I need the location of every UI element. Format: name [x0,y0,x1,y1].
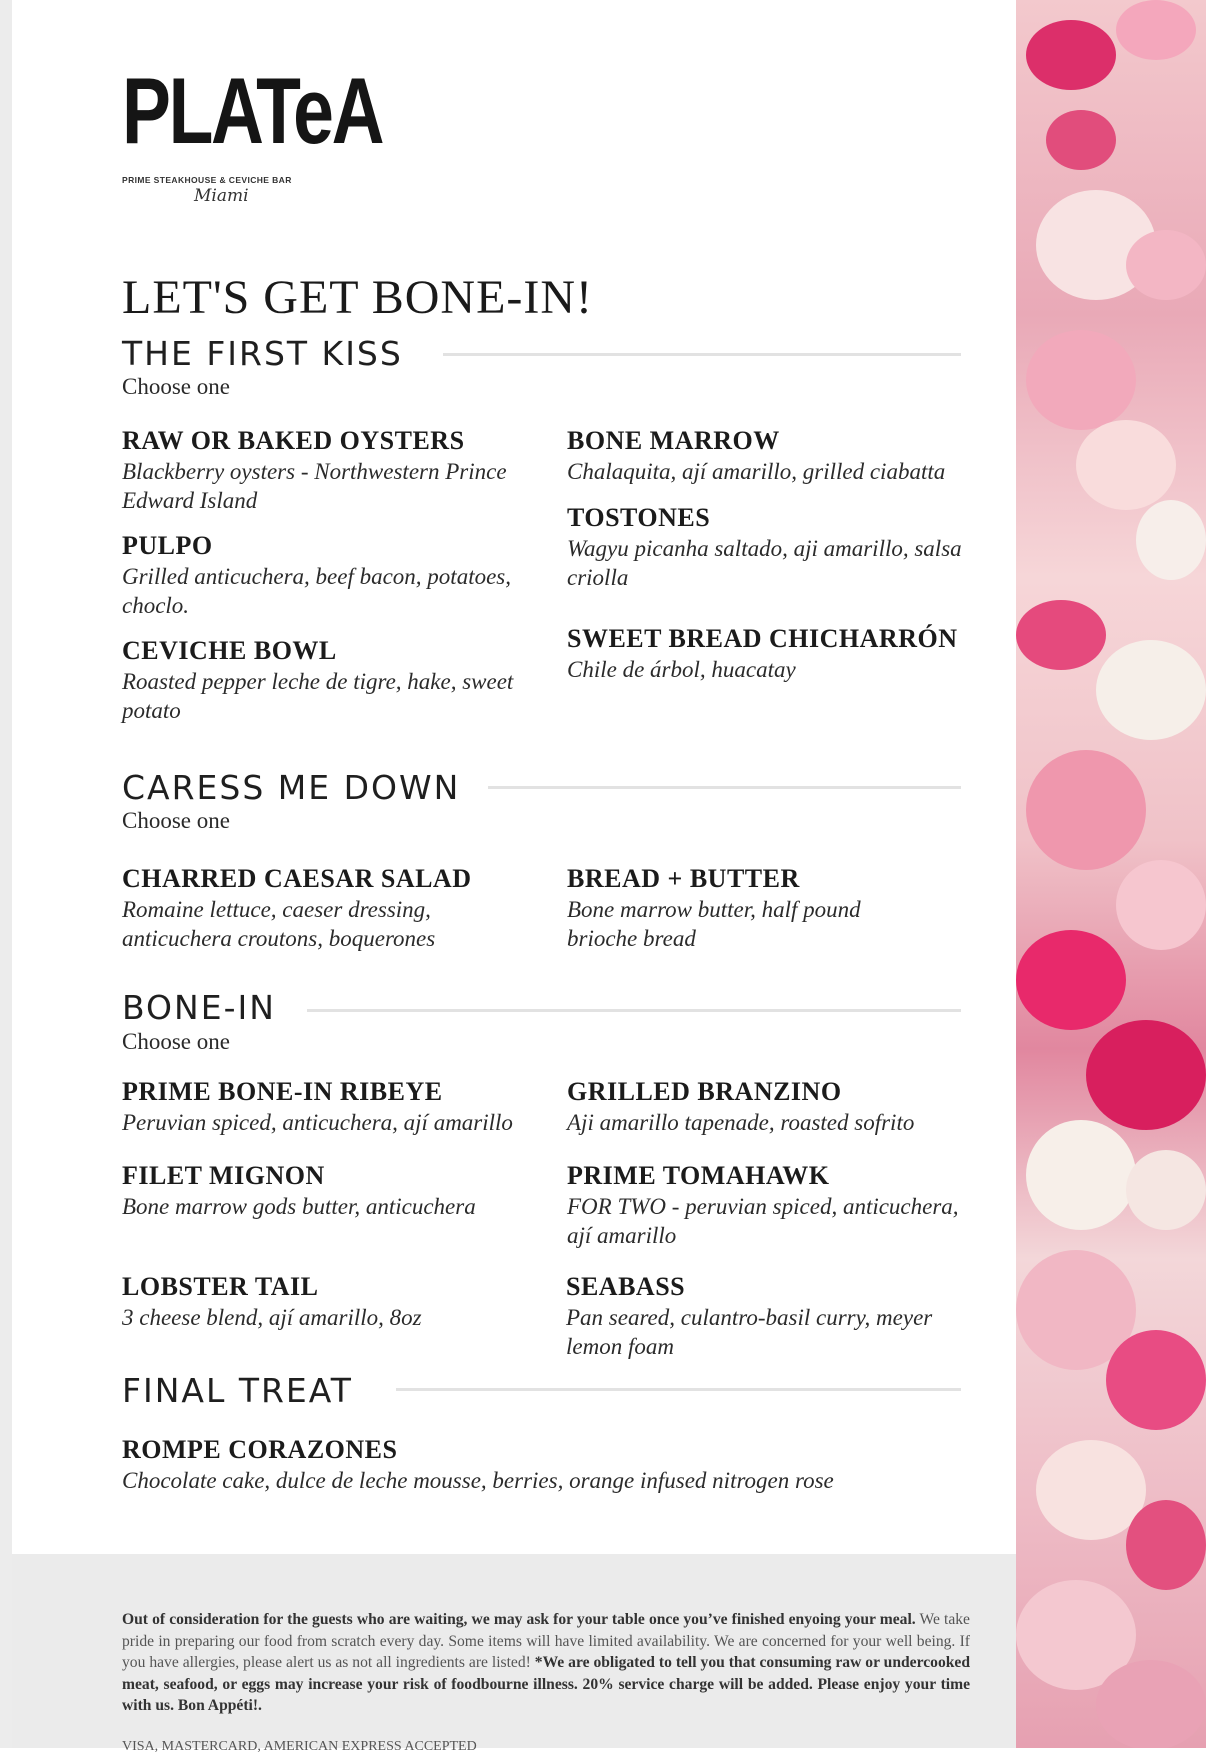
menu-item [566,1271,966,1361]
item-name: PRIME TOMAHAWK [567,1161,830,1190]
item-description: Peruvian spiced, anticuchera, ají amarillo [122,1110,513,1135]
item-description: Grilled anticuchera, beef bacon, potatoes, choclo. [122,564,512,618]
item-name: PRIME BONE-IN RIBEYE [122,1077,443,1106]
menu-item [567,1076,977,1137]
section-subtitle: Choose one [122,374,230,399]
item-name: RAW OR BAKED OYSTERS [122,426,465,455]
item-description: Aji amarillo tapenade, roasted sofrito [567,1110,915,1135]
section-subtitle: Choose one [122,1029,230,1054]
menu-item [122,863,532,953]
menu-item [122,425,532,515]
item-description: Wagyu picanha saltado, aji amarillo, salsa criolla [567,536,962,590]
section-title-first-kiss: THE FIRST KISS [122,334,403,373]
item-name: TOSTONES [567,503,711,532]
accepted-cards: VISA, MASTERCARD, AMERICAN EXPRESS ACCEPTED [122,1739,477,1754]
footer-bold-2: *We are obligated to tell you that consuming raw or undercooked meat, seafood, or eggs may increase your risk of foodbourne illness. 20% service charge will be added. Please enjoy your time with us. Bon Appéti!. [122,1654,971,1714]
item-name: CHARRED CAESAR SALAD [122,864,472,893]
menu-item [122,1160,532,1221]
menu-item [567,502,977,592]
item-name: BREAD + BUTTER [567,864,800,893]
left-margin-strip [0,0,12,1748]
brand-tagline: PRIME STEAKHOUSE & CEVICHE BAR [122,175,292,185]
item-description: Pan seared, culantro-basil curry, meyer lemon foam [566,1305,933,1359]
item-description: Bone marrow gods butter, anticuchera [122,1194,476,1219]
footer-text-1: We take pride in preparing our food from scratch every day. Some items will have limited availability. We are concerned for your well being. If you have allergies, please alert us as not all ingredients are listed! [122,1611,970,1671]
item-description: Bone marrow butter, half pound brioche bread [567,897,861,951]
menu-title: LET'S GET BONE-IN! [122,271,594,324]
item-description: Blackberry oysters - Northwestern Prince Edward Island [122,459,507,513]
menu-item [122,530,532,620]
item-name: PULPO [122,531,213,560]
footer-notice [12,1554,1016,1754]
footer-disclaimer [122,1609,970,1717]
item-name: LOBSTER TAIL [122,1272,319,1301]
footer-bold-1: Out of consideration for the guests who are waiting, we may ask for your table once you’ve finished enyoing your meal. [122,1611,916,1628]
item-description: Chocolate cake, dulce de leche mousse, berries, orange infused nitrogen rose [122,1468,834,1493]
menu-item [122,635,532,725]
item-name: BONE MARROW [567,426,780,455]
menu-item [122,1271,532,1332]
section-subtitle: Choose one [122,808,230,833]
section-divider [488,786,961,789]
item-description: Chalaquita, ají amarillo, grilled ciabatta [567,459,946,484]
section-divider [307,1009,961,1012]
brand-logo [122,58,383,206]
floral-border-image [1016,0,1206,1748]
item-name: ROMPE CORAZONES [122,1435,398,1464]
item-name: FILET MIGNON [122,1161,325,1190]
section-title-bone-in: BONE-IN [122,988,276,1027]
section-divider [443,353,961,356]
item-name: SWEET BREAD CHICHARRÓN [567,624,958,653]
item-description: Romaine lettuce, caeser dressing, anticuchera croutons, boquerones [122,897,436,951]
menu-item [122,1076,532,1137]
brand-name: PLATeA [122,58,383,163]
item-description: Chile de árbol, huacatay [567,657,796,682]
section-divider [396,1388,961,1391]
menu-item [567,623,977,684]
item-description: Roasted pepper leche de tigre, hake, sweet potato [122,669,514,723]
item-description: 3 cheese blend, ají amarillo, 8oz [122,1305,422,1330]
section-title-final-treat: FINAL TREAT [122,1371,353,1410]
menu-item [567,425,977,486]
item-name: GRILLED BRANZINO [567,1077,842,1106]
brand-location: Miami [194,186,249,206]
menu-item [567,1160,967,1250]
menu-item [567,863,907,953]
item-name: SEABASS [566,1272,686,1301]
menu-item [122,1434,922,1495]
item-description: FOR TWO - peruvian spiced, anticuchera, ají amarillo [567,1194,959,1248]
item-name: CEVICHE BOWL [122,636,337,665]
section-title-caress-me-down: CARESS ME DOWN [122,768,461,807]
